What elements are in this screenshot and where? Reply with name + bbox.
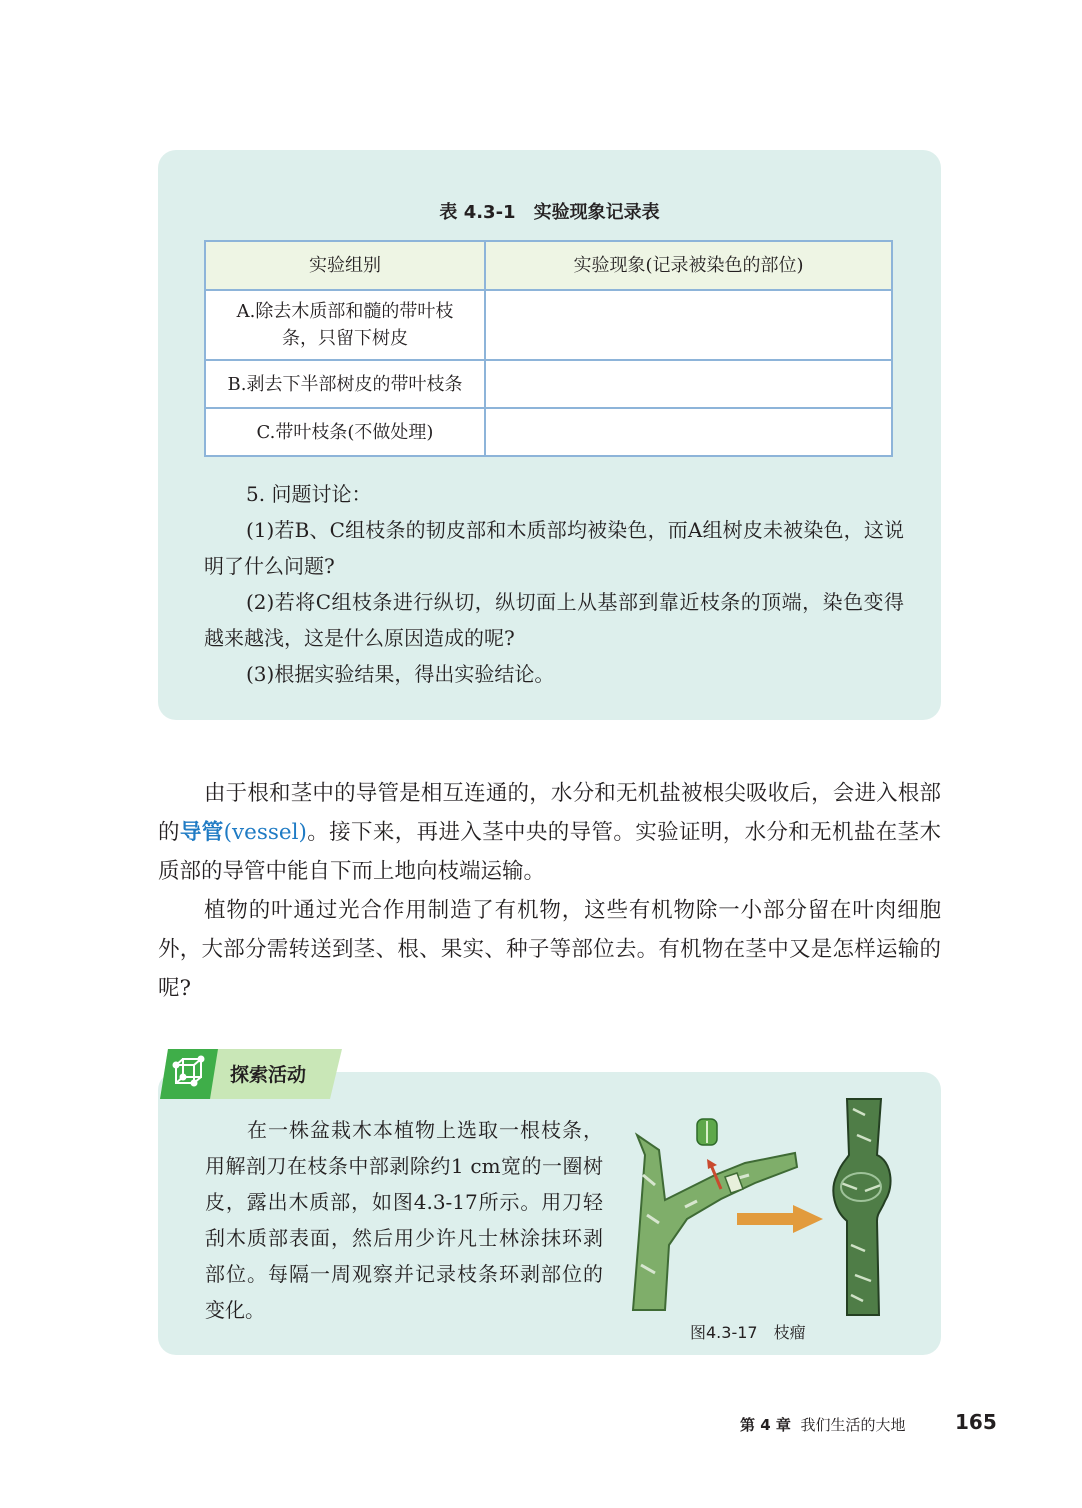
table-row <box>205 408 892 456</box>
experiment-box <box>158 150 941 720</box>
table-title: 表 4.3-1 实验现象记录表 <box>439 202 660 223</box>
table-row <box>205 290 892 360</box>
table-row <box>205 360 892 408</box>
figure-caption: 图4.3-17 枝瘤 <box>690 1323 806 1342</box>
p1-before: 由于根和茎中的导管是相互连通的，水分和无机盐被根尖吸收后，会进入根部的 <box>158 781 941 845</box>
table-cell-phenomenon <box>485 290 892 360</box>
discussion-q3: (3)根据实验结果，得出实验结论。 <box>246 662 555 686</box>
activity-paragraph: 在一株盆栽木本植物上选取一根枝条，用解剖刀在枝条中部剥除约1 cm宽的一圈树皮，露出木质部，如图4.3-17所示。用刀轻刮木质部表面，然后用少许凡士林涂抹环剥部位。每隔一周观察并记录枝条环剥部位的变化。 <box>205 1118 603 1322</box>
body-paragraph-1 <box>158 774 941 891</box>
chapter-number: 第 4 章 <box>740 1416 791 1434</box>
page-number: 165 <box>955 1410 997 1434</box>
term-vessel: 导管 <box>179 820 224 845</box>
discussion-heading: 5. 问题讨论： <box>246 482 372 506</box>
body-paragraph-2: 植物的叶通过光合作用制造了有机物，这些有机物除一小部分留在叶肉细胞外，大部分需转送到茎、根、果实、种子等部位去。有机物在茎中又是怎样运输的呢? <box>158 898 941 1001</box>
activity-label: 探索活动 <box>230 1064 307 1086</box>
footer-chapter <box>740 1414 905 1435</box>
table-cell-phenomenon <box>485 360 892 408</box>
table-header-group: 实验组别 <box>205 241 485 290</box>
branch-gall-illustration <box>625 1095 905 1320</box>
orange-arrow <box>737 1205 823 1233</box>
discussion-q2: (2)若将C组枝条进行纵切，纵切面上从基部到靠近枝条的顶端，染色变得越来越浅，这是什么原因造成的呢? <box>204 590 904 650</box>
table-cell-phenomenon <box>485 408 892 456</box>
body-text <box>158 774 941 1008</box>
term-vessel-en: (vessel) <box>223 820 307 845</box>
group-a-line2: 条，只留下树皮 <box>282 328 408 349</box>
record-table <box>204 240 893 457</box>
p1-after: 。接下来，再进入茎中央的导管。实验证明，水分和无机盐在茎木质部的导管中能自下而上地向枝端运输。 <box>158 820 941 884</box>
gall-branch-drawing <box>833 1099 890 1315</box>
chapter-title: 我们生活的大地 <box>800 1416 906 1434</box>
discussion-q1: (1)若B、C组枝条的韧皮部和木质部均被染色，而A组树皮未被染色，这说明了什么问题? <box>204 518 904 578</box>
table-header-row <box>205 241 892 290</box>
group-a-line1: A.除去木质部和髓的带叶枝 <box>236 301 454 322</box>
table-cell-group: B.剥去下半部树皮的带叶枝条 <box>205 360 485 408</box>
table-cell-group <box>205 290 485 360</box>
activity-text <box>205 1112 603 1328</box>
table-cell-group: C.带叶枝条(不做处理) <box>205 408 485 456</box>
table-header-phenomenon: 实验现象(记录被染色的部位) <box>485 241 892 290</box>
discussion <box>204 476 904 692</box>
